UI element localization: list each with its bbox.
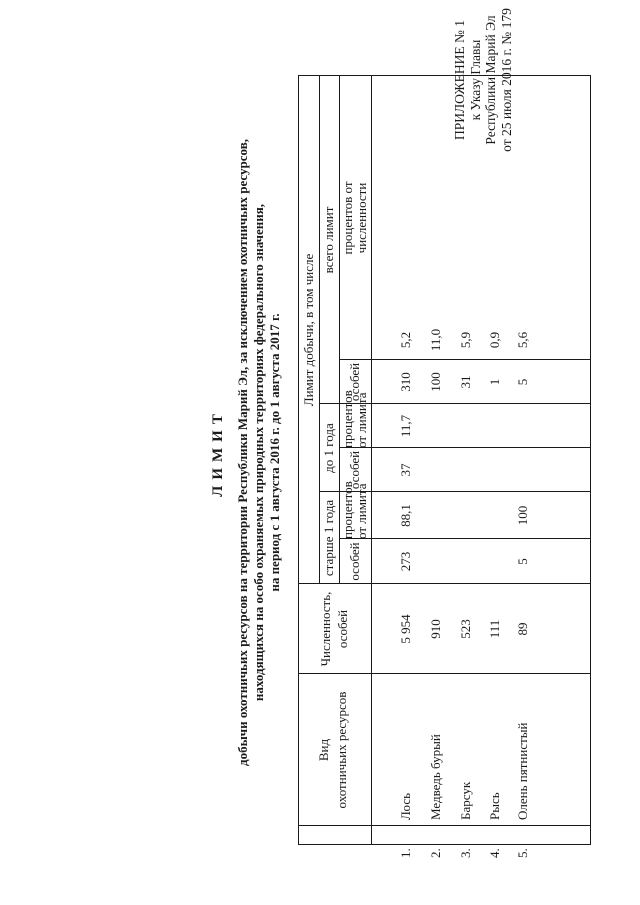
- row-divider: [371, 76, 372, 844]
- header-total-individuals: особей: [347, 362, 362, 402]
- cell-species: Лось: [398, 792, 413, 820]
- cell-species: Барсук: [458, 781, 473, 820]
- cell-n: 5.: [515, 848, 530, 858]
- header-total: всего лимит: [321, 206, 336, 274]
- header-population-sub: особей: [335, 609, 350, 649]
- header-younger: до 1 года: [321, 423, 336, 473]
- cell-population: 89: [515, 622, 530, 636]
- document-title: ЛИМИТ: [210, 408, 226, 497]
- cell-population: 910: [428, 619, 443, 639]
- appendix-line-4: от 25 июля 2016 г. № 179: [498, 8, 514, 152]
- cell-population: 523: [458, 619, 473, 639]
- header-species-sub: охотничьих ресурсов: [334, 691, 349, 809]
- cell-total-pct: 5,6: [515, 331, 530, 349]
- cell-n: 4.: [487, 848, 502, 858]
- cell-total-pct: 5,2: [398, 331, 413, 349]
- appendix-line-3: Республики Марий Эл: [483, 15, 498, 145]
- cell-young-ind: 37: [398, 463, 413, 477]
- col-divider: [339, 447, 590, 448]
- header-total-pct-2: численности: [354, 182, 369, 254]
- cell-total-ind: 310: [398, 372, 413, 392]
- cell-total-ind: 100: [428, 372, 443, 392]
- header-population: Численность,: [318, 591, 333, 667]
- header-older-individuals: особей: [347, 542, 362, 581]
- appendix-line-1: ПРИЛОЖЕНИЕ № 1: [452, 19, 467, 141]
- cell-total-ind: 31: [458, 375, 473, 389]
- subtitle-line-3: на период с 1 августа 2016 г. до 1 августа 2017 г.: [267, 313, 282, 592]
- cell-population: 111: [487, 619, 502, 639]
- cell-n: 3.: [458, 848, 473, 858]
- cell-species: Олень пятнистый: [515, 722, 530, 820]
- cell-old-ind: 5: [515, 558, 530, 565]
- header-younger-individuals: особей: [347, 450, 362, 490]
- subtitle-line-2: находящихся на особо охраняемых природных территориях федерального значения,: [251, 203, 266, 702]
- cell-total-ind: 5: [515, 378, 530, 386]
- header-species: Вид: [316, 738, 331, 762]
- cell-species: Медведь бурый: [428, 734, 443, 820]
- cell-old-pct: 100: [515, 505, 530, 526]
- cell-old-pct: 88,1: [398, 504, 413, 527]
- limit-table: [298, 75, 591, 858]
- cell-total-ind: 1: [487, 378, 502, 386]
- header-older: старше 1 года: [321, 499, 336, 577]
- header-older-pct-1: процентов: [340, 481, 355, 539]
- col-divider: [339, 538, 590, 539]
- cell-total-pct: 11,0: [428, 328, 443, 352]
- cell-old-ind: 273: [398, 551, 413, 572]
- cell-population: 5 954: [398, 614, 413, 644]
- cell-n: 1.: [398, 848, 413, 858]
- header-younger-pct-1: процентов: [340, 390, 355, 448]
- cell-n: 2.: [428, 848, 443, 858]
- header-older-pct-2: от лимита: [354, 483, 369, 539]
- header-total-pct-1: процентов от: [340, 181, 355, 255]
- header-limit-group: Лимит добычи, в том числе: [301, 253, 316, 407]
- appendix-line-2: к Указу Главы: [467, 39, 483, 121]
- row-divider: [319, 76, 320, 584]
- cell-species: Рысь: [487, 792, 502, 820]
- cell-total-pct: 5,9: [458, 331, 473, 349]
- subtitle-line-1: добычи охотничьих ресурсов на территории Республики Марий Эл, за исключением охотничьих ресурсов,: [235, 139, 250, 766]
- cell-total-pct: 0,9: [487, 331, 502, 349]
- cell-young-pct: 11,7: [398, 414, 413, 438]
- header-younger-pct-2: от лимита: [354, 392, 369, 448]
